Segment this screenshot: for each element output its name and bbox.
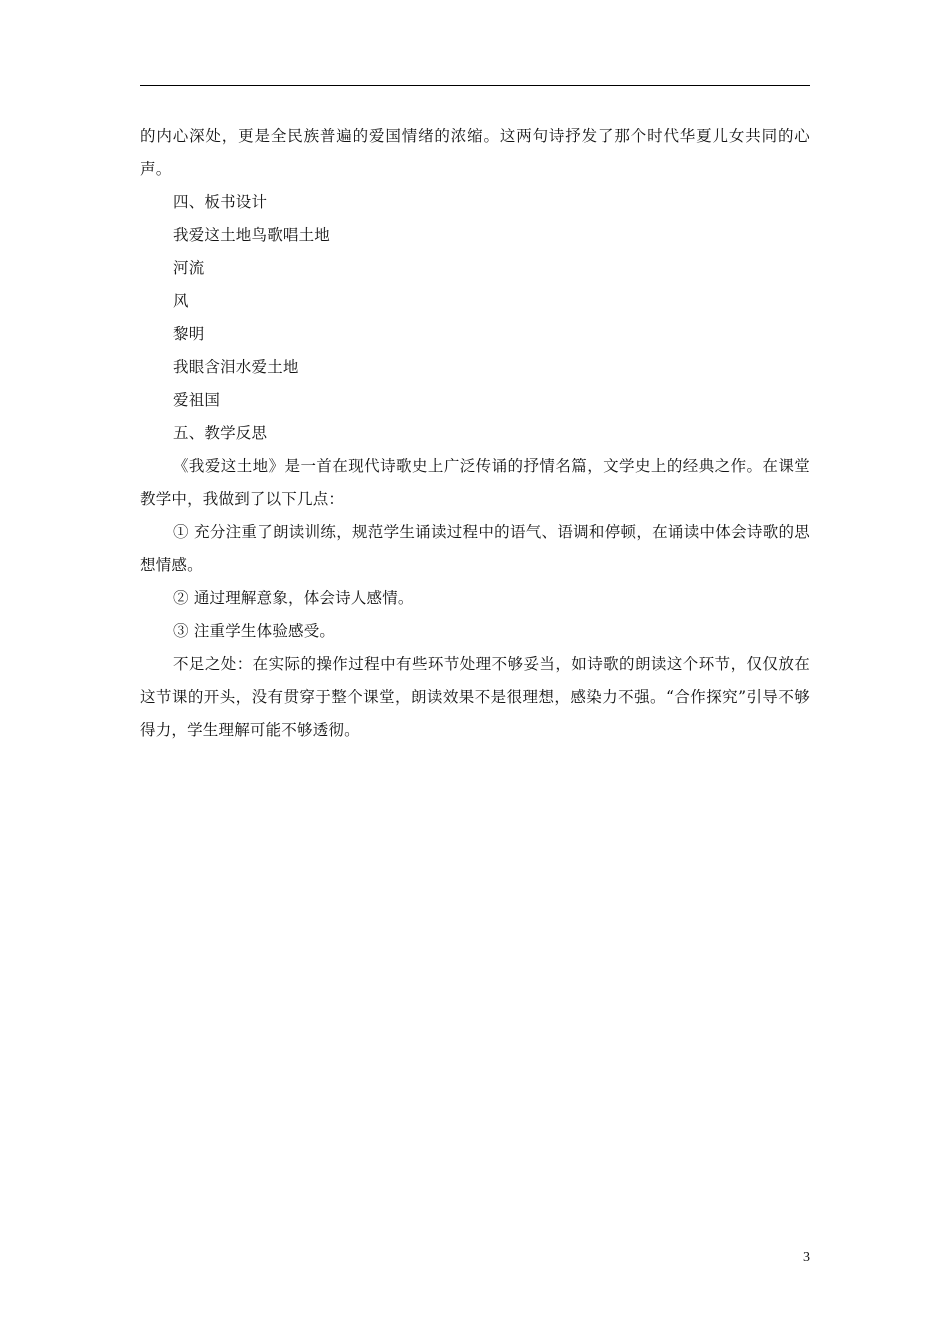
board-line: 我爱这土地鸟歌唱土地 bbox=[173, 226, 331, 244]
board-line: 黎明 bbox=[173, 325, 205, 343]
paragraph: 不足之处：在实际的操作过程中有些环节处理不够妥当，如诗歌的朗读这个环节，仅仅放在这节课的开头，没有贯穿于整个课堂，朗读效果不是很理想，感染力不强。“合作探究”引导不够得力，学生理解可能不够透彻。 bbox=[140, 655, 810, 739]
page-number: 3 bbox=[803, 1250, 810, 1265]
body-text bbox=[140, 120, 810, 747]
board-line: 爱祖国 bbox=[173, 391, 221, 409]
list-item: ② 通过理解意象，体会诗人感情。 bbox=[173, 589, 414, 607]
board-line: 风 bbox=[173, 292, 189, 310]
header-rule bbox=[140, 85, 810, 86]
section-heading-reflection: 五、教学反思 bbox=[173, 424, 268, 442]
list-item: ③ 注重学生体验感受。 bbox=[173, 622, 336, 640]
paragraph: 的内心深处，更是全民族普遍的爱国情绪的浓缩。这两句诗抒发了那个时代华夏儿女共同的心声。 bbox=[140, 127, 810, 178]
board-line: 河流 bbox=[173, 259, 205, 277]
board-line: 我眼含泪水爱土地 bbox=[173, 358, 299, 376]
section-heading-board-design: 四、板书设计 bbox=[173, 193, 268, 211]
paragraph: 《我爱这土地》是一首在现代诗歌史上广泛传诵的抒情名篇，文学史上的经典之作。在课堂教学中，我做到了以下几点： bbox=[140, 457, 810, 508]
list-item: ① 充分注重了朗读训练，规范学生诵读过程中的语气、语调和停顿，在诵读中体会诗歌的思想情感。 bbox=[140, 523, 810, 574]
